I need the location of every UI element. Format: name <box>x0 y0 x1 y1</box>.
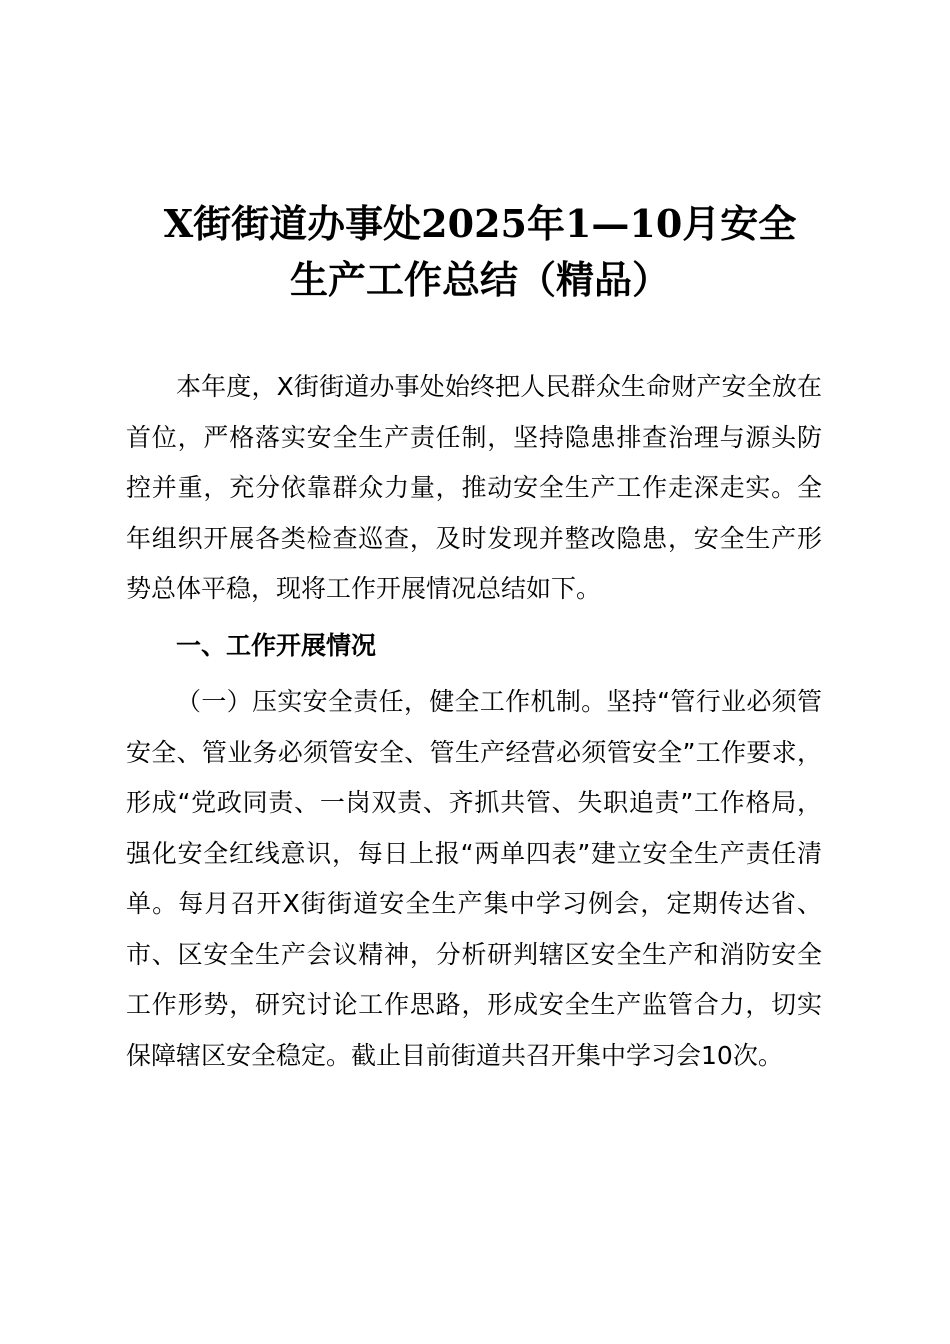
document-body <box>126 362 822 1081</box>
title-line-2: 生产工作总结（精品） <box>289 257 670 302</box>
title-line-1: X街街道办事处2025年1—10月安全 <box>163 201 797 246</box>
section-1-paragraph-1: （一）压实安全责任，健全工作机制。坚持“管行业必须管安全、管业务必须管安全、管生产经营必须管安全”工作要求，形成“党政同责、一岗双责、齐抓共管、失职追责”工作格局，强化安全红线意识，每日上报“两单四表”建立安全生产责任清单。每月召开X街街道安全生产集中学习例会，定期传达省、市、区安全生产会议精神，分析研判辖区安全生产和消防安全工作形势，研究讨论工作思路，形成安全生产监管合力，切实保障辖区安全稳定。截止目前街道共召开集中学习会10次。 <box>126 687 822 1070</box>
document-title <box>120 196 840 308</box>
section-heading-1: 一、工作开展情况 <box>176 630 377 660</box>
intro-paragraph: 本年度，X街街道办事处始终把人民群众生命财产安全放在首位，严格落实安全生产责任制，坚持隐患排查治理与源头防控并重，充分依靠群众力量，推动安全生产工作走深走实。全年组织开展各类检查巡查，及时发现并整改隐患，安全生产形势总体平稳，现将工作开展情况总结如下。 <box>126 372 822 603</box>
